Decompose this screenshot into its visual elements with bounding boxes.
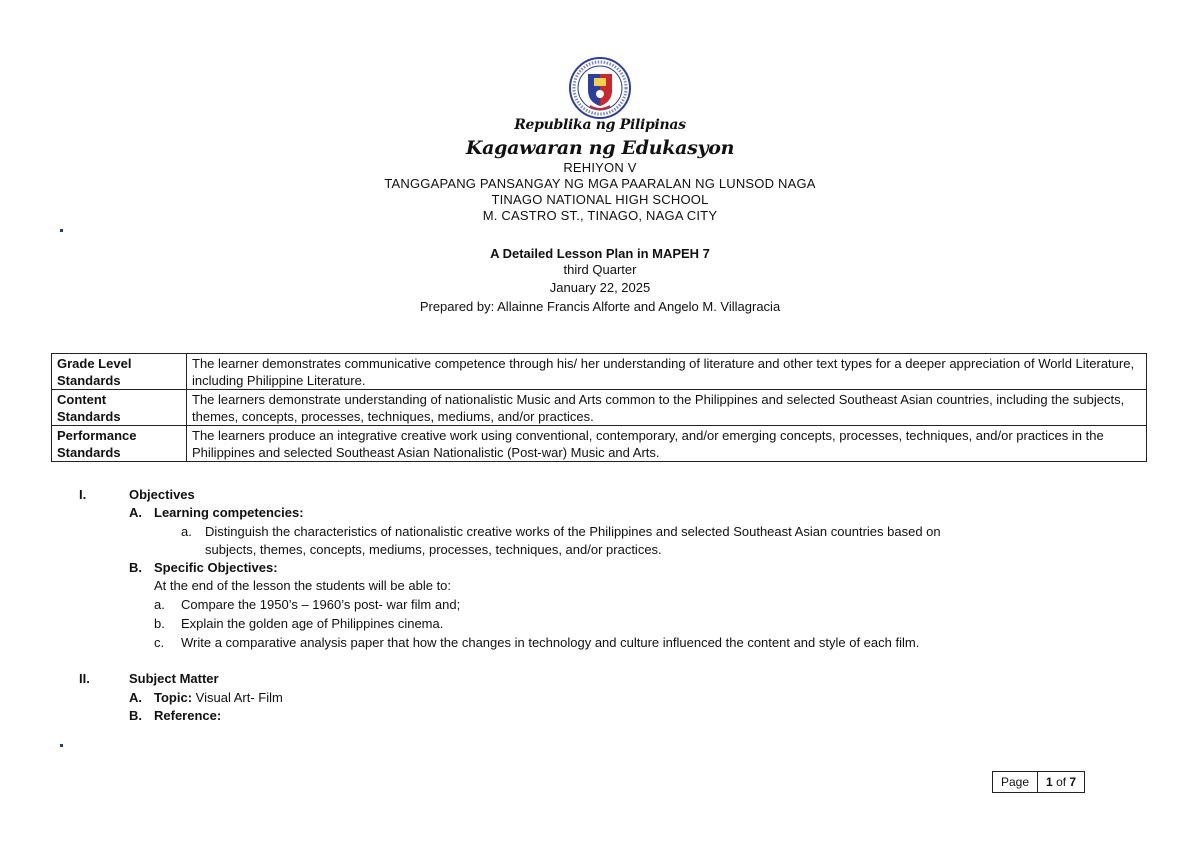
standard-label-line: Standards [57, 373, 121, 388]
list-letter: A. [129, 505, 142, 520]
competency-line: subjects, themes, concepts, mediums, processes, techniques, and/or practices. [205, 542, 662, 557]
school-line: TINAGO NATIONAL HIGH SCHOOL [491, 192, 709, 207]
section-number: II. [79, 671, 90, 686]
standard-text: The learners produce an integrative creative work using conventional, contemporary, and/or emerging concepts, processes, techniques, and/or practices in the Philippines and selected Southeast Asian Nationalistic (Post-war) Music and Arts. [187, 426, 1147, 462]
table-row [52, 390, 1147, 426]
prepared-by-line: Prepared by: Allainne Francis Alforte and Angelo M. Villagracia [419, 299, 781, 314]
list-letter: c. [154, 635, 165, 650]
topic-line [154, 689, 283, 707]
specific-objectives-heading: Specific Objectives: [154, 560, 278, 575]
standard-label [52, 426, 187, 462]
standard-label [52, 390, 187, 426]
list-item: Write a comparative analysis paper that how the changes in technology and culture influenced the content and style of each film. [181, 635, 920, 650]
kagawaran-heading: Kagawaran ng Edukasyon [465, 137, 735, 159]
standard-label [52, 354, 187, 390]
region-line: REHIYON V [563, 160, 637, 175]
list-letter: B. [129, 708, 142, 723]
current-page: 1 [1046, 775, 1053, 789]
lesson-title: A Detailed Lesson Plan in MAPEH 7 [490, 246, 710, 261]
competency-line: Distinguish the characteristics of nationalistic creative works of the Philippines and selected Southeast Asian countries based on [205, 524, 941, 539]
standard-label-line: Standards [57, 445, 121, 460]
page-count [1037, 772, 1084, 792]
section-title-subject-matter: Subject Matter [129, 671, 219, 686]
table-row [52, 426, 1147, 462]
list-letter: b. [154, 616, 165, 631]
standard-label-line: Standards [57, 409, 121, 424]
marker-dot [60, 744, 63, 747]
table-row [52, 354, 1147, 390]
list-letter: A. [129, 690, 142, 705]
list-letter: a. [154, 597, 165, 612]
section-number: I. [79, 487, 87, 502]
quarter-line: third Quarter [563, 262, 637, 277]
republika-heading: Republika ng Pilipinas [514, 117, 686, 133]
standard-text: The learners demonstrate understanding of nationalistic Music and Arts common to the Philippines and selected Southeast Asian countries, including the subjects, themes, concepts, processes, techniques, mediums, and/or practices. [187, 390, 1147, 426]
list-item: Compare the 1950’s – 1960’s post- war film and; [181, 597, 461, 612]
marker-dot [60, 229, 63, 232]
reference-label: Reference: [154, 708, 222, 723]
total-pages: 7 [1069, 775, 1077, 789]
standards-table [51, 353, 1147, 462]
list-letter: a. [181, 524, 192, 539]
list-letter: B. [129, 560, 142, 575]
list-item: Explain the golden age of Philippines cinema. [181, 616, 444, 631]
deped-seal-icon [564, 56, 636, 120]
page-number-box [992, 771, 1085, 793]
page-label: Page [1001, 775, 1030, 789]
address-line: M. CASTRO ST., TINAGO, NAGA CITY [482, 208, 718, 223]
standard-text: The learner demonstrates communicative competence through his/ her understanding of literature and other text types for a deeper appreciation of World Literature, including Philippine Literature. [187, 354, 1147, 390]
date-line: January 22, 2025 [549, 280, 651, 295]
topic-label: Topic: [154, 690, 193, 705]
standard-label-line: Performance [57, 428, 137, 443]
objectives-intro: At the end of the lesson the students will be able to: [154, 578, 452, 593]
standard-label-line: Grade Level [57, 356, 132, 371]
section-title-objectives: Objectives [129, 487, 195, 502]
topic-value: Visual Art- Film [195, 690, 283, 705]
office-line: TANGGAPANG PANSANGAY NG MGA PAARALAN NG LUNSOD NAGA [384, 176, 816, 191]
learning-competencies-heading: Learning competencies: [154, 505, 304, 520]
standard-label-line: Content [57, 392, 107, 407]
page-of: of [1056, 775, 1067, 789]
